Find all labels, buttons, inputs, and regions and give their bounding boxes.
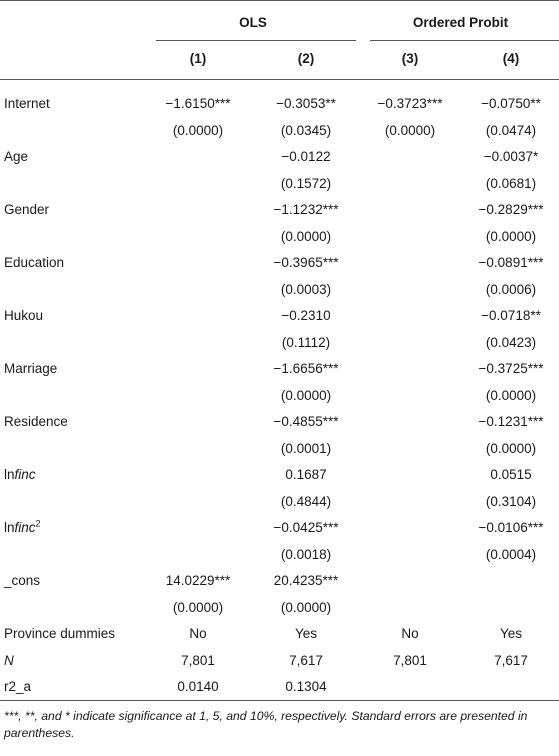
table-row: [0, 250, 559, 276]
table-row: [0, 462, 559, 488]
cell-c2: (0.0000): [280, 599, 332, 615]
col-header-1: (1): [189, 51, 207, 66]
cell-c2: 0.1304: [285, 679, 327, 694]
cell-c2: (0.0003): [280, 281, 332, 297]
row-label: lnfinc: [4, 467, 36, 482]
table-row: [0, 224, 559, 250]
cell-c1: No: [189, 626, 207, 641]
table-row: [0, 330, 559, 356]
table-row: [0, 621, 559, 647]
row-label: _cons: [4, 573, 41, 588]
cell-c3: −0.3723***: [377, 96, 443, 111]
cell-c2: (0.1112): [281, 334, 331, 350]
cell-c2: −0.2310: [281, 308, 331, 323]
cell-c2: (0.4844): [280, 493, 332, 509]
header-rule: [0, 79, 559, 80]
cell-c4: −0.0750**: [481, 96, 541, 111]
cell-c4: −0.0106***: [478, 520, 544, 535]
row-label: N: [4, 652, 14, 668]
table-row: [0, 197, 559, 223]
row-label: Marriage: [4, 361, 58, 376]
cell-c2: −0.0122: [281, 149, 331, 164]
table-row: [0, 489, 559, 515]
cell-c4: −0.3725***: [478, 361, 544, 376]
table-row: [0, 383, 559, 409]
top-rule: [0, 0, 559, 1]
table-row: [0, 568, 559, 594]
cell-c4: (0.0000): [485, 387, 537, 403]
cell-c3: No: [401, 626, 419, 641]
cell-c2: (0.0000): [280, 228, 332, 244]
col-header-2: (2): [297, 51, 315, 66]
row-label: Residence: [4, 414, 68, 429]
table-row: [0, 542, 559, 568]
table-row: [0, 409, 559, 435]
cell-c2: (0.0018): [280, 546, 332, 562]
cell-c2: −0.3965***: [273, 255, 339, 270]
table-row: [0, 277, 559, 303]
group-header-ols: OLS: [239, 15, 267, 30]
group-rule-probit: [370, 40, 559, 41]
group-rule-ols: [156, 40, 356, 41]
cell-c1: 7,801: [181, 652, 215, 668]
row-label: Province dummies: [4, 626, 116, 641]
cell-c2: 20.4235***: [273, 573, 339, 588]
cell-c2: −0.0425***: [273, 520, 339, 535]
cell-c4: −0.1231***: [478, 414, 544, 429]
cell-c4: −0.2829***: [478, 202, 544, 217]
cell-c4: 7,617: [494, 652, 528, 668]
cell-c4: (0.0000): [485, 440, 537, 456]
cell-c4: (0.0004): [485, 546, 537, 562]
cell-c2: −0.4855***: [273, 414, 339, 429]
cell-c4: 0.0515: [490, 467, 532, 482]
cell-c1: (0.0000): [172, 122, 224, 138]
cell-c4: (0.0474): [485, 122, 537, 138]
table-row: [0, 648, 559, 674]
cell-c2: −0.3053**: [276, 96, 336, 111]
column-header-row: [0, 46, 559, 72]
cell-c4: Yes: [499, 626, 523, 641]
table-row: [0, 118, 559, 144]
cell-c4: (0.3104): [485, 493, 537, 509]
cell-c2: (0.0345): [280, 122, 332, 138]
cell-c4: (0.0423): [485, 334, 537, 350]
cell-c2: (0.1572): [280, 175, 332, 191]
row-label: Age: [4, 149, 29, 164]
row-label: Internet: [4, 96, 50, 111]
row-label: Education: [4, 255, 65, 270]
cell-c2: (0.0000): [280, 387, 332, 403]
cell-c2: (0.0001): [280, 440, 332, 456]
cell-c4: −0.0037*: [483, 149, 539, 164]
col-header-4: (4): [502, 51, 520, 66]
cell-c4: (0.0006): [485, 281, 537, 297]
row-label: r2_a: [4, 679, 32, 694]
cell-c1: (0.0000): [172, 599, 224, 615]
table-row: [0, 91, 559, 117]
cell-c1: 0.0140: [177, 679, 219, 694]
table-row: [0, 356, 559, 382]
cell-c4: −0.0718**: [481, 308, 541, 323]
cell-c2: −1.1232***: [273, 202, 339, 217]
cell-c3: (0.0000): [384, 122, 436, 138]
cell-c2: Yes: [294, 626, 318, 641]
cell-c3: 7,801: [393, 652, 427, 668]
table-row: [0, 171, 559, 197]
cell-c1: 14.0229***: [165, 573, 231, 588]
col-header-3: (3): [401, 51, 419, 66]
bottom-rule: [0, 700, 559, 701]
cell-c4: −0.0891***: [478, 255, 544, 270]
cell-c2: −1.6656***: [273, 361, 339, 376]
table-row: [0, 436, 559, 462]
table-row: [0, 515, 559, 541]
table-row: [0, 595, 559, 621]
row-label: Hukou: [4, 308, 44, 323]
group-header-probit: Ordered Probit: [412, 15, 509, 30]
cell-c4: (0.0000): [485, 228, 537, 244]
table-footnote: ***, **, and * indicate significance at 1, 5, and 10%, respectively. Standard errors are presented in parentheses.: [4, 709, 528, 740]
cell-c1: −1.6150***: [165, 96, 231, 111]
table-row: [0, 144, 559, 170]
cell-c4: (0.0681): [485, 175, 537, 191]
table-row: [0, 303, 559, 329]
row-label: Gender: [4, 202, 50, 217]
table-row: [0, 674, 559, 700]
row-label: lnfinc$^2$: [4, 518, 41, 535]
cell-c2: 0.1687: [285, 467, 327, 482]
cell-c2: 7,617: [289, 652, 323, 668]
